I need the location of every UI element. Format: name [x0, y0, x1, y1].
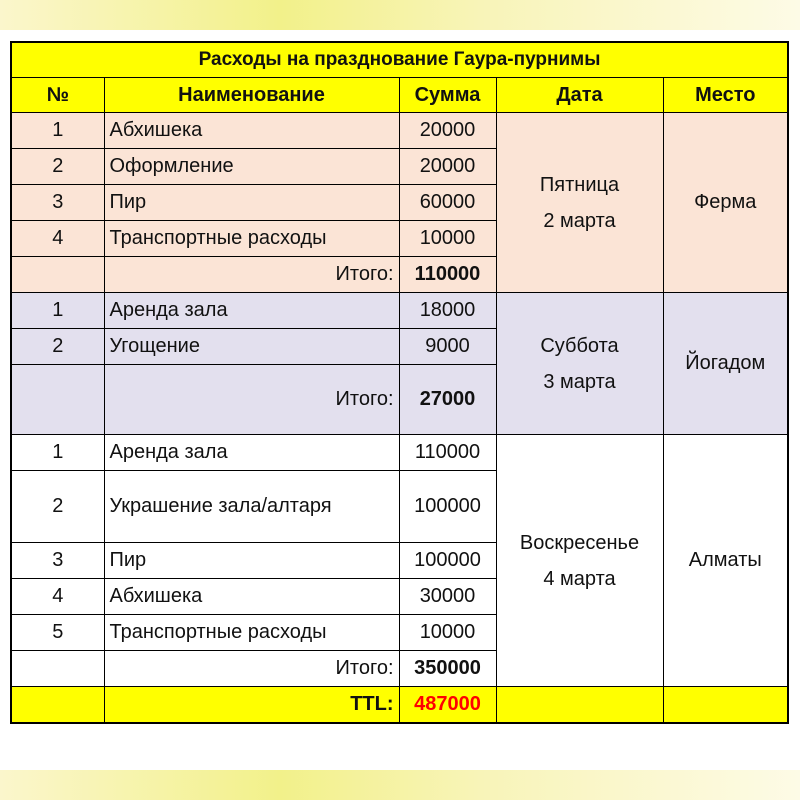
row-sum: 100000: [399, 543, 496, 579]
date-month: 3 марта: [543, 370, 616, 393]
row-name: Транспортные расходы: [104, 221, 399, 257]
row-name: Оформление: [104, 149, 399, 185]
subtotal-value: 350000: [399, 651, 496, 687]
table-title: Расходы на празднование Гаура-пурнимы: [11, 42, 788, 78]
row-sum: 9000: [399, 329, 496, 365]
date-day: Воскресенье: [519, 531, 640, 554]
date-day: Суббота: [540, 334, 619, 357]
header-sum: Сумма: [399, 78, 496, 113]
row-num: 4: [11, 579, 104, 615]
row-sum: 10000: [399, 615, 496, 651]
group-date: [496, 113, 663, 293]
group-place: Ферма: [663, 113, 788, 293]
title-row: [11, 42, 788, 78]
row-num: 1: [11, 113, 104, 149]
group-place: Йогадом: [663, 293, 788, 435]
row-num: 5: [11, 615, 104, 651]
row-name: Пир: [104, 185, 399, 221]
row-num: 1: [11, 435, 104, 471]
group-place: Алматы: [663, 435, 788, 687]
subtotal-label: Итого:: [104, 651, 399, 687]
group-date: [496, 435, 663, 687]
grand-total-label: TTL:: [104, 687, 399, 723]
row-num: 2: [11, 149, 104, 185]
row-name: Украшение зала/алтаря: [104, 471, 399, 543]
row-name: Аренда зала: [104, 293, 399, 329]
row-name: Абхишека: [104, 579, 399, 615]
group-date: [496, 293, 663, 435]
expense-table: [10, 41, 789, 724]
row-num: 1: [11, 293, 104, 329]
row-sum: 20000: [399, 149, 496, 185]
row-num: 2: [11, 329, 104, 365]
header-place: Место: [663, 78, 788, 113]
row-sum: 30000: [399, 579, 496, 615]
header-num: №: [11, 78, 104, 113]
row-name: Абхишека: [104, 113, 399, 149]
subtotal-label: Итого:: [104, 365, 399, 435]
row-name: Транспортные расходы: [104, 615, 399, 651]
header-row: [11, 78, 788, 113]
top-decor-band: [0, 0, 800, 30]
subtotal-label: Итого:: [104, 257, 399, 293]
row-sum: 10000: [399, 221, 496, 257]
row-name: Пир: [104, 543, 399, 579]
date-month: 2 марта: [543, 209, 616, 232]
table-row: [11, 113, 788, 149]
date-day: Пятница: [539, 173, 620, 196]
row-sum: 100000: [399, 471, 496, 543]
header-name: Наименование: [104, 78, 399, 113]
row-num: 3: [11, 543, 104, 579]
row-sum: 18000: [399, 293, 496, 329]
table-row: [11, 435, 788, 471]
row-num: 2: [11, 471, 104, 543]
date-month: 4 марта: [543, 567, 616, 590]
row-name: Угощение: [104, 329, 399, 365]
row-sum: 20000: [399, 113, 496, 149]
row-sum: 60000: [399, 185, 496, 221]
grand-total-value: 487000: [399, 687, 496, 723]
row-num: 4: [11, 221, 104, 257]
grand-total-row: [11, 687, 788, 723]
row-name: Аренда зала: [104, 435, 399, 471]
subtotal-value: 110000: [399, 257, 496, 293]
header-date: Дата: [496, 78, 663, 113]
subtotal-value: 27000: [399, 365, 496, 435]
table-row: [11, 293, 788, 329]
row-sum: 110000: [399, 435, 496, 471]
bottom-decor-band: [0, 770, 800, 800]
row-num: 3: [11, 185, 104, 221]
